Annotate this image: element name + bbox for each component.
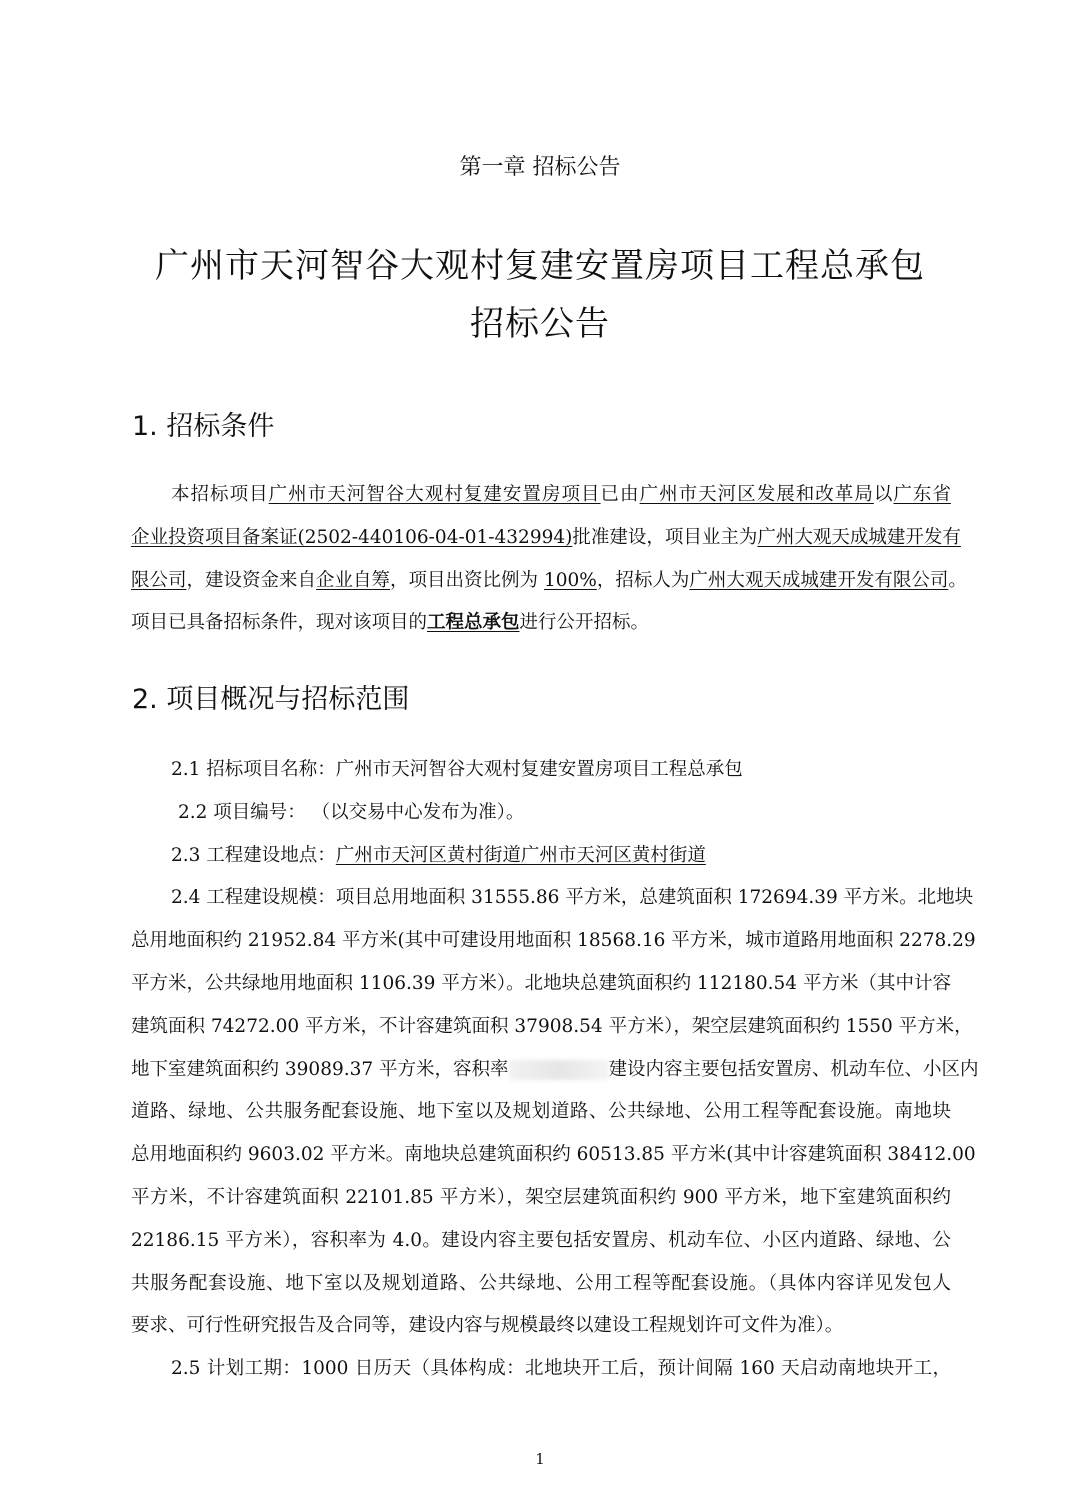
text-segment: 2.1 招标项目名称：广州市天河智谷大观村复建安置房项目工程总承包	[171, 759, 743, 780]
chapter-heading: 第一章 招标公告	[459, 155, 621, 180]
text-line	[131, 560, 967, 603]
underlined-text: 广州大观天成城建开发有	[757, 526, 961, 548]
text-segment: ，建设资金来自	[186, 569, 317, 591]
underlined-text: 广州市天河智谷大观村复建安置房项目	[268, 484, 601, 505]
text-line	[131, 963, 951, 1006]
text-segment: 总用地面积约 9603.02 平方米。南地块总建筑面积约 60513.85 平方米(其中计容建筑面积 38412.00	[131, 1144, 976, 1166]
text-segment: 共服务配套设施、地下室以及规划道路、公共绿地、公用工程等配套设施。（具体内容详见发包人	[131, 1272, 951, 1294]
text-segment: 。	[948, 569, 967, 591]
text-line	[131, 920, 976, 963]
text-segment: 建筑面积 74272.00 平方米，不计容建筑面积 37908.54 平方米），架空层建筑面积约 1550 平方米，	[131, 1015, 973, 1037]
text-segment: ，项目出资比例为	[390, 569, 544, 591]
text-segment: 平方米，公共绿地用地面积 1106.39 平方米）。北地块总建筑面积约 112180.54 平方米（其中计容	[131, 972, 951, 994]
document-title-line-2: 招标公告	[470, 304, 610, 344]
text-line	[131, 1177, 951, 1220]
section-1-body	[131, 474, 967, 645]
text-segment: 总用地面积约 21952.84 平方米(其中可建设用地面积 18568.16 平方米，城市道路用地面积 2278.29	[131, 930, 976, 952]
text-segment: 本招标项目	[171, 484, 269, 505]
text-segment: 地下室建筑面积约 39089.37 平方米，容积率	[131, 1058, 509, 1080]
underlined-text: 企业投资项目备案证(2502-440106-04-01-432994)	[131, 526, 573, 548]
text-segment: 已由	[600, 484, 640, 505]
text-line	[131, 835, 951, 878]
text-segment: 2.4 工程建设规模：项目总用地面积 31555.86 平方米，总建筑面积 172694.39 平方米。北地块	[171, 887, 974, 909]
underlined-text: 工程总承包	[427, 612, 520, 634]
page-number: 1	[535, 1450, 545, 1468]
text-line	[131, 877, 974, 920]
text-line	[131, 1220, 951, 1263]
text-line	[131, 1006, 973, 1049]
text-segment: 建设内容主要包括安置房、机动车位、小区内	[608, 1058, 979, 1080]
text-line	[131, 792, 951, 835]
text-segment: 以	[873, 484, 894, 505]
text-segment: 2.2 项目编号： （以交易中心发布为准）。	[178, 801, 525, 823]
underlined-text: 限公司	[131, 569, 187, 591]
text-segment: 2.5 计划工期：1000 日历天（具体构成：北地块开工后，预计间隔 160 天启动南地块开工，	[171, 1358, 951, 1380]
underlined-text: 广州大观天成城建开发有限公司	[689, 569, 949, 591]
underlined-text: 企业自筹	[316, 569, 391, 591]
text-segment: 2.3 工程建设地点：	[171, 844, 336, 866]
text-line	[131, 749, 951, 792]
underlined-text: 100%	[543, 569, 597, 591]
document-title-line-1: 广州市天河智谷大观村复建安置房项目工程总承包	[155, 246, 925, 286]
text-segment: 批准建设，项目业主为	[572, 526, 758, 548]
underlined-text: 广州市天河区黄村街道广州市天河区黄村街道	[335, 844, 706, 866]
text-segment: 22186.15 平方米），容积率为 4.0。建设内容主要包括安置房、机动车位、小区内道路、绿地、公	[131, 1229, 951, 1251]
text-line	[131, 1348, 951, 1391]
section-2-heading: 2. 项目概况与招标范围	[132, 684, 410, 715]
redacted-region	[509, 1060, 609, 1080]
section-1-heading: 1. 招标条件	[132, 411, 275, 442]
text-line	[131, 1091, 951, 1134]
text-segment: 项目已具备招标条件，现对该项目的	[131, 612, 428, 634]
text-segment: ，招标人为	[596, 569, 690, 591]
text-segment: 道路、绿地、公共服务配套设施、地下室以及规划道路、公共绿地、公用工程等配套设施。南地块	[131, 1101, 951, 1123]
text-segment: 要求、可行性研究报告及合同等，建设内容与规模最终以建设工程规划许可文件为准）。	[131, 1315, 844, 1337]
text-line	[131, 1305, 951, 1348]
text-line	[131, 474, 951, 517]
text-line	[131, 1263, 951, 1306]
text-segment: 平方米，不计容建筑面积 22101.85 平方米），架空层建筑面积约 900 平方米，地下室建筑面积约	[131, 1186, 951, 1208]
text-line	[131, 1049, 979, 1092]
text-line	[131, 602, 951, 645]
underlined-text: 广州市天河区发展和改革局	[639, 484, 874, 505]
text-line	[131, 517, 961, 560]
underlined-text: 广东省	[893, 484, 951, 505]
text-segment: 进行公开招标。	[519, 612, 650, 634]
section-2-body	[131, 749, 979, 1391]
text-line	[131, 1134, 976, 1177]
